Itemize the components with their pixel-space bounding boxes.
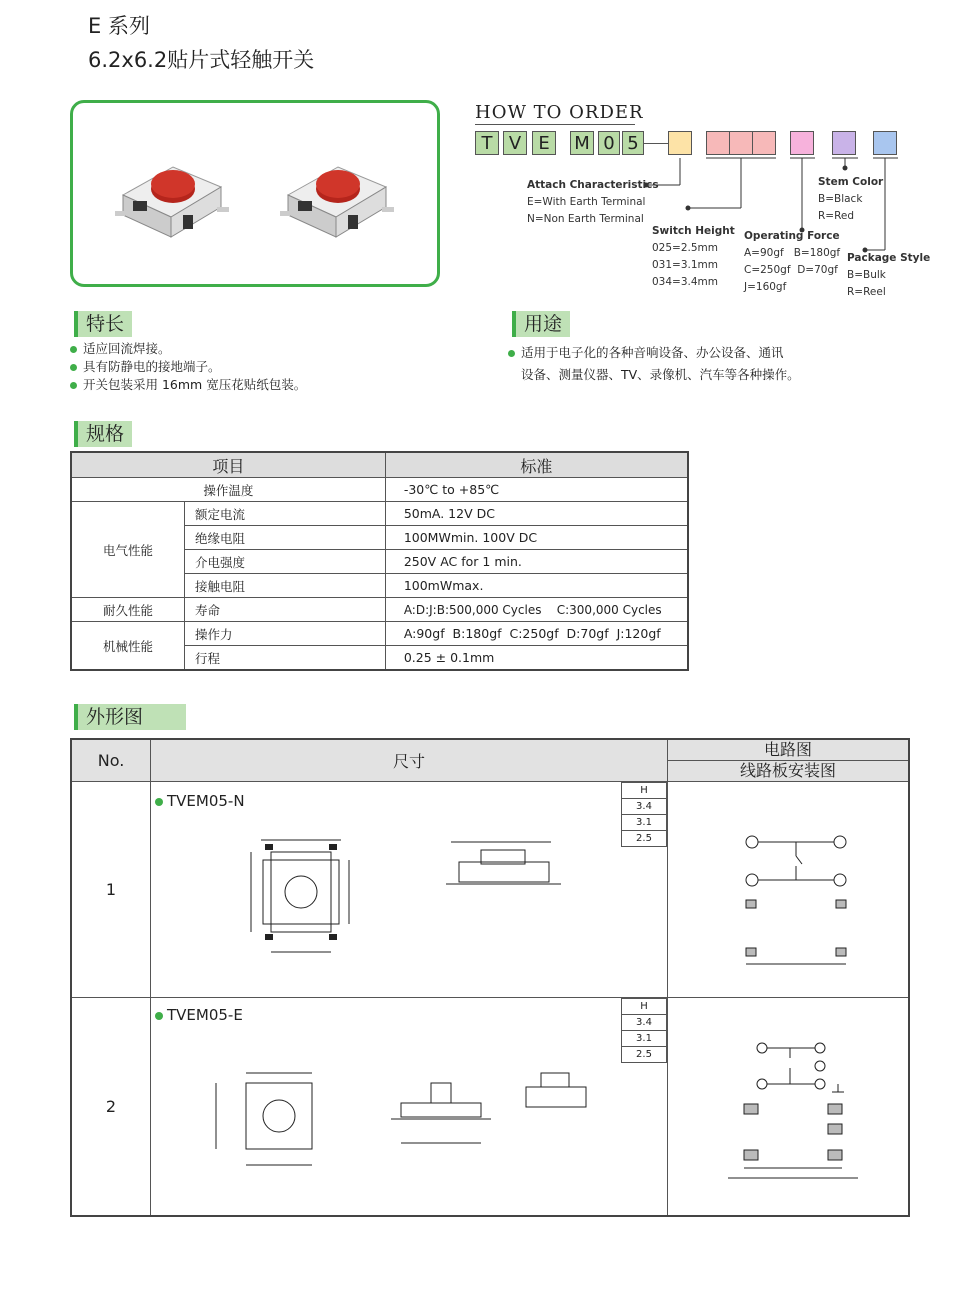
spec-value: 50mA. 12V DC [385, 502, 688, 526]
feature-item: 具有防静电的接地端子。 [70, 358, 306, 376]
stem-heading: Stem Color [818, 176, 884, 188]
outline-drawing-cell [151, 782, 668, 998]
spec-value: A:D:J:B:500,000 Cycles C:300,000 Cycles [385, 598, 688, 622]
spec-item: 接触电阻 [185, 574, 386, 598]
code-char: V [503, 131, 527, 155]
spec-heading: 规格 [74, 421, 132, 447]
spec-value: -30℃ to +85℃ [385, 478, 688, 502]
model-label: TVEM05-N [155, 792, 245, 810]
spec-item: 绝缘电阻 [185, 526, 386, 550]
product-photo [70, 100, 440, 287]
outline-head-no: No. [71, 739, 151, 782]
height-value: 3.4 [622, 799, 667, 815]
bullet-icon [155, 1012, 163, 1020]
outline-no: 1 [71, 782, 151, 998]
height-value: 2.5 [622, 831, 667, 847]
bullet-icon [508, 350, 515, 357]
height-value: 2.5 [622, 1047, 667, 1063]
spec-head-standard: 标准 [385, 452, 688, 478]
height-head: H [622, 783, 667, 799]
spec-group: 电气性能 [71, 502, 185, 598]
height-line: 031=3.1mm [652, 259, 718, 271]
attach-line: E=With Earth Terminal [527, 196, 646, 208]
package-line: R=Reel [847, 286, 886, 298]
spec-table [70, 451, 689, 671]
code-char: M [570, 131, 594, 155]
circuit-diagram [738, 832, 858, 972]
switch-image [73, 103, 437, 284]
dimension-drawing-e [206, 1043, 666, 1193]
spec-item: 额定电流 [185, 502, 386, 526]
circuit-cell [668, 998, 910, 1216]
height-value: 3.4 [622, 1015, 667, 1031]
attach-heading: Attach Characteristics [527, 179, 659, 191]
attach-line: N=Non Earth Terminal [527, 213, 644, 225]
usage-line: 设备、测量仪器、TV、录像机、汽车等各种操作。 [521, 367, 800, 382]
height-heading: Switch Height [652, 225, 735, 237]
features-heading: 特长 [74, 311, 132, 337]
height-value: 3.1 [622, 815, 667, 831]
height-line: 025=2.5mm [652, 242, 718, 254]
bullet-icon [70, 346, 77, 353]
dash [644, 143, 668, 144]
spec-head-item: 项目 [71, 452, 385, 478]
spec-group: 机械性能 [71, 622, 185, 671]
height-option [652, 223, 735, 291]
package-option [847, 250, 930, 301]
package-heading: Package Style [847, 252, 931, 264]
how-to-order-title: HOW TO ORDER [475, 102, 644, 123]
height-line: 034=3.4mm [652, 276, 718, 288]
spec-item: 行程 [185, 646, 386, 671]
pcb-head: 线路板安装图 [739, 761, 836, 780]
outline-no: 2 [71, 998, 151, 1216]
spec-value: 0.25 ± 0.1mm [385, 646, 688, 671]
series-title: E 系列 [88, 14, 150, 38]
bullet-icon [155, 798, 163, 806]
code-char: 5 [622, 131, 644, 155]
feature-item: 开关包装采用 16mm 宽压花贴纸包装。 [70, 376, 306, 394]
code-char: 0 [598, 131, 620, 155]
model-label: TVEM05-E [155, 1006, 243, 1024]
package-line: B=Bulk [847, 269, 886, 281]
force-option [744, 228, 840, 296]
spec-value: 100MWmin. 100V DC [385, 526, 688, 550]
spec-item: 寿命 [185, 598, 386, 622]
outline-table [70, 738, 910, 1217]
outline-head-dim: 尺寸 [151, 739, 668, 782]
spec-item: 操作力 [185, 622, 386, 646]
code-char: T [475, 131, 499, 155]
force-line: C=250gf D=70gf [744, 264, 838, 276]
spec-value: 250V AC for 1 min. [385, 550, 688, 574]
force-line: A=90gf B=180gf [744, 247, 841, 259]
spec-group: 耐久性能 [71, 598, 185, 622]
outline-drawing-cell [151, 998, 668, 1216]
height-head: H [622, 999, 667, 1015]
force-heading: Operating Force [744, 230, 840, 242]
circuit-head: 电路图 [668, 740, 908, 761]
stem-line: R=Red [818, 210, 855, 222]
usage-heading: 用途 [512, 311, 570, 337]
stem-option [818, 174, 883, 225]
spec-value: 100mWmax. [385, 574, 688, 598]
features-list [70, 340, 306, 394]
outline-head-circuit [668, 739, 910, 782]
spec-item: 操作温度 [71, 478, 385, 502]
usage-text [508, 342, 800, 386]
code-char: E [532, 131, 556, 155]
usage-line: 适用于电子化的各种音响设备、办公设备、通讯 [508, 342, 800, 364]
spec-value: A:90gf B:180gf C:250gf D:70gf J:120gf [385, 622, 688, 646]
stem-line: B=Black [818, 193, 863, 205]
attach-option [527, 177, 659, 228]
force-line: J=160gf [744, 281, 787, 293]
howto-underline [475, 124, 635, 125]
circuit-diagram [718, 1038, 878, 1188]
product-title: 6.2x6.2贴片式轻触开关 [88, 48, 315, 72]
bullet-icon [70, 364, 77, 371]
spec-item: 介电强度 [185, 550, 386, 574]
feature-item: 适应回流焊接。 [70, 340, 306, 358]
bullet-icon [70, 382, 77, 389]
outline-heading: 外形图 [74, 704, 186, 730]
circuit-cell [668, 782, 910, 998]
height-value: 3.1 [622, 1031, 667, 1047]
dimension-drawing-n [241, 832, 661, 972]
